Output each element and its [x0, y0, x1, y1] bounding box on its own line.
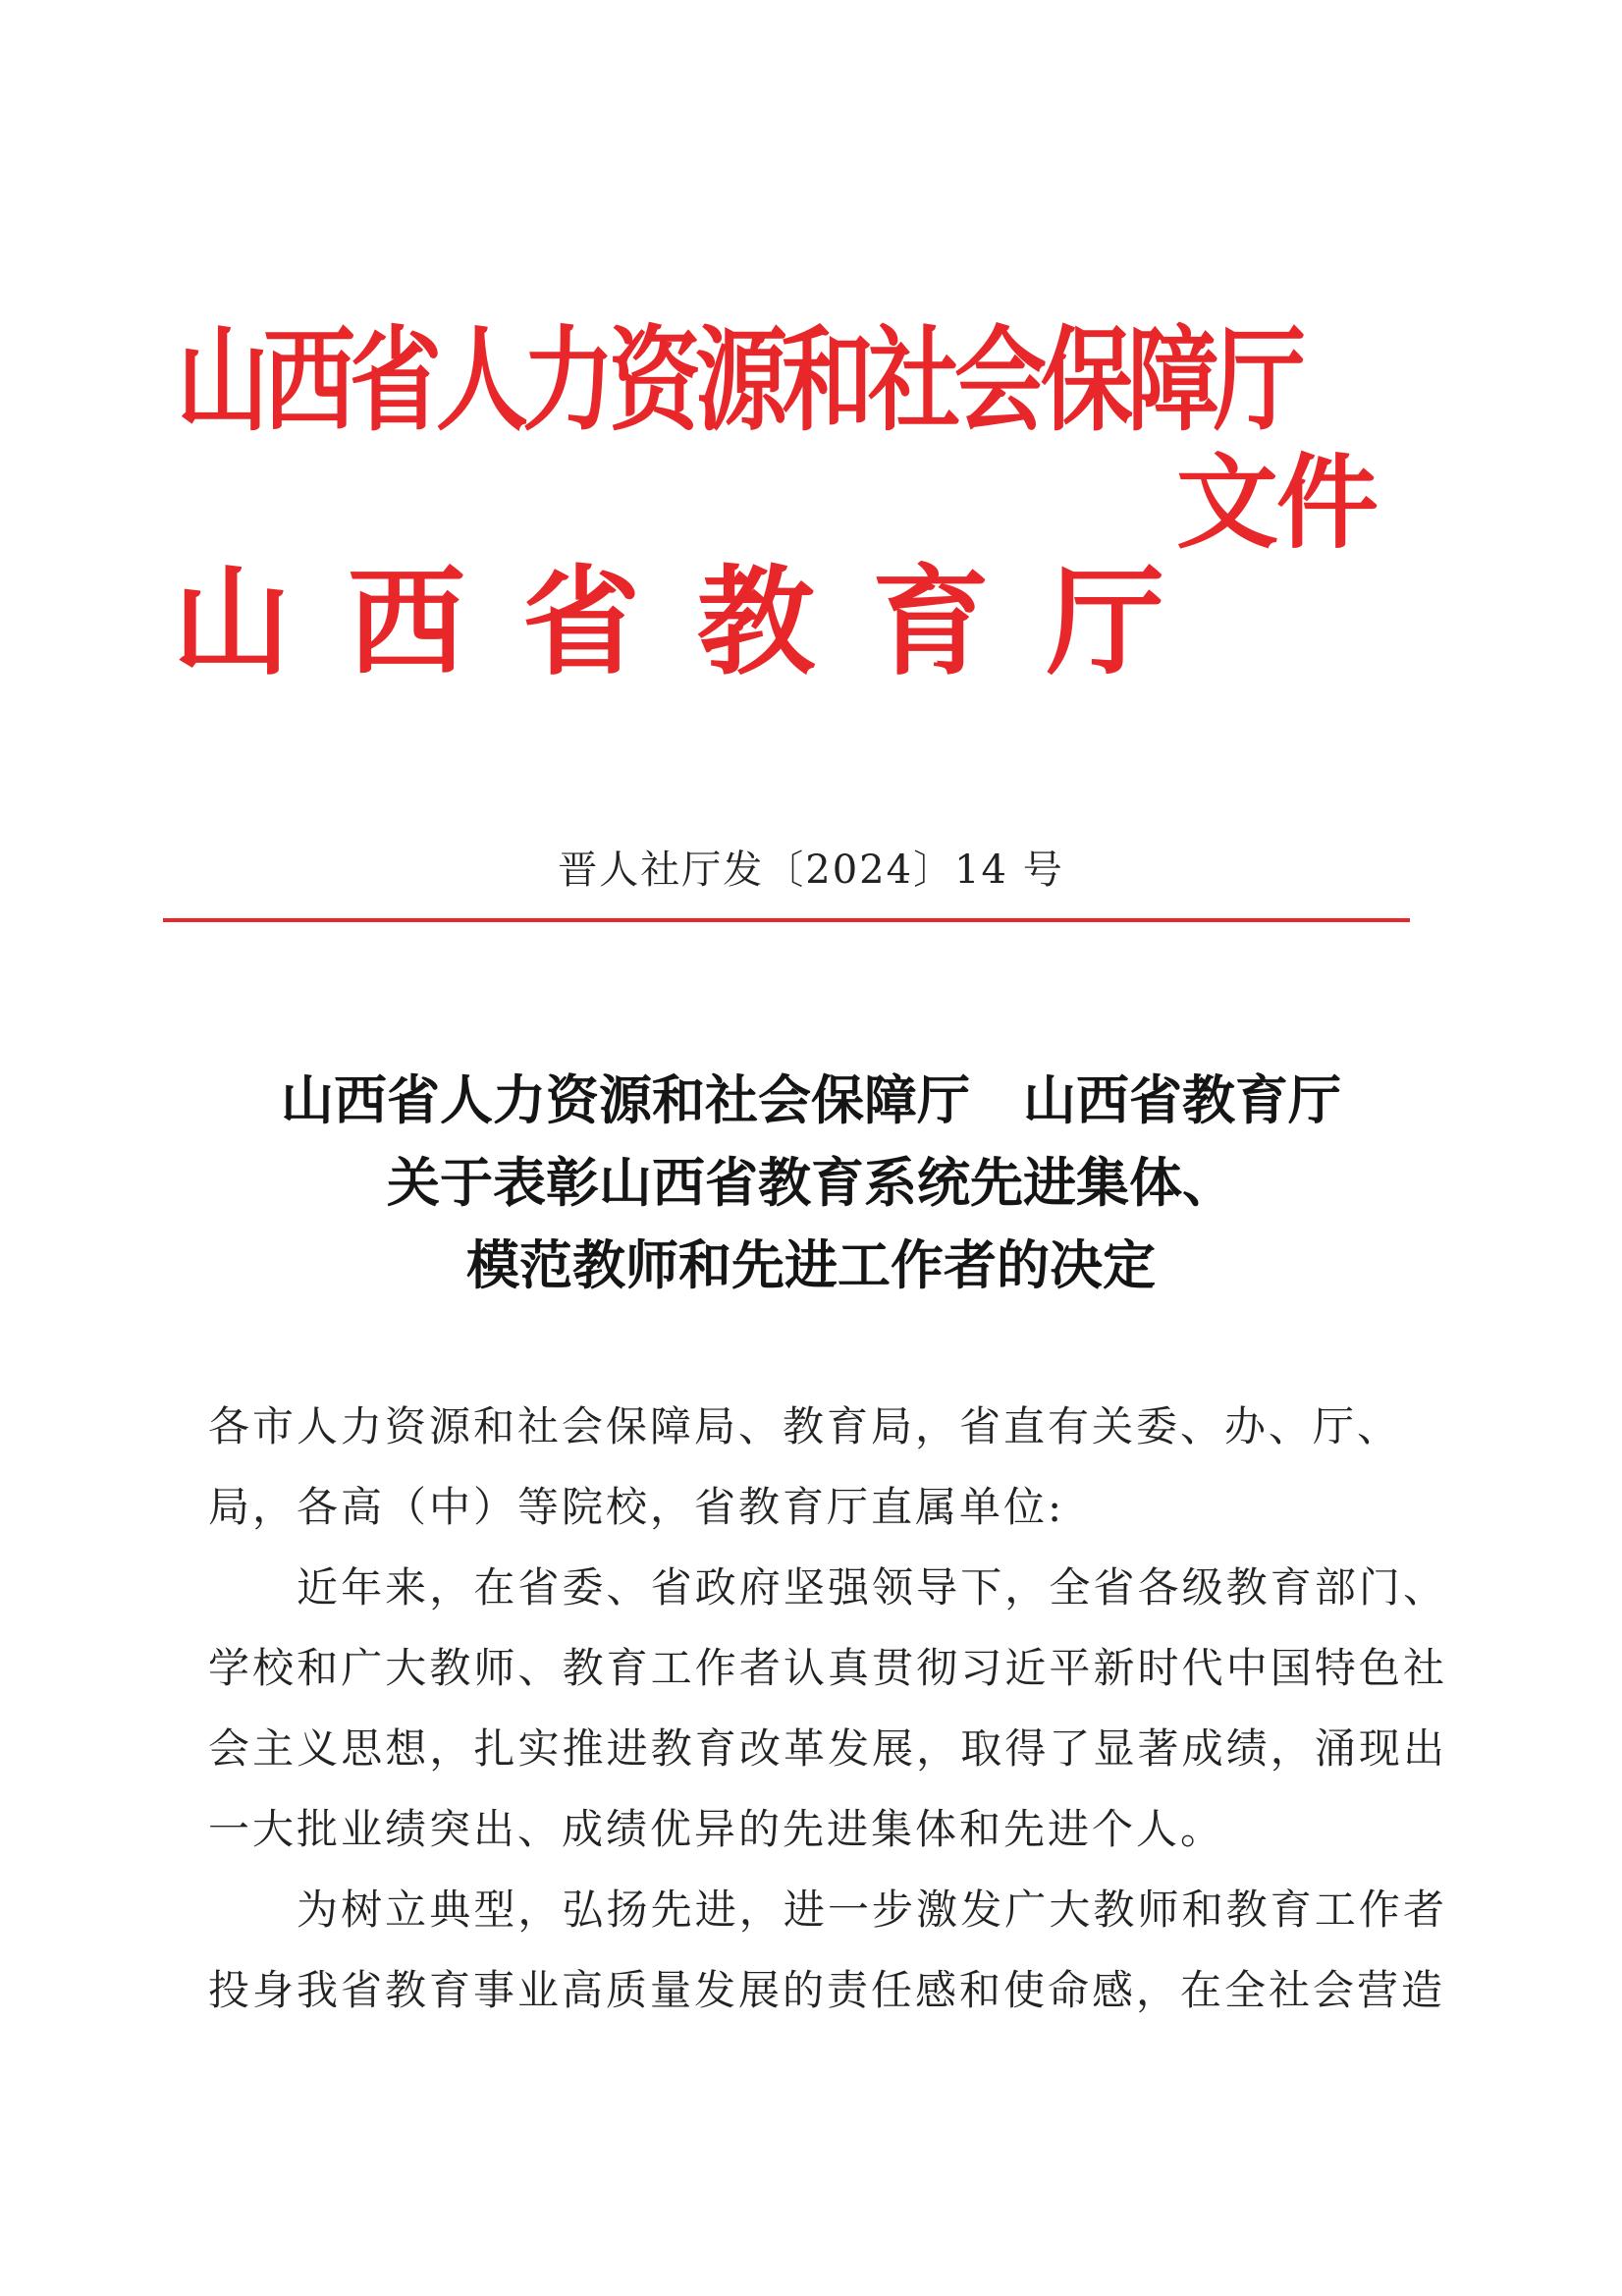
- title-line-2: 关于表彰山西省教育系统先进集体、: [387, 1151, 1235, 1214]
- title-line-3: 模范教师和先进工作者的决定: [466, 1233, 1156, 1296]
- title-line-1: 山西省人力资源和社会保障厅 山西省教育厅: [281, 1068, 1341, 1131]
- masthead-agency-hrss: 山西省人力资源和社会保障厅: [177, 316, 1301, 447]
- masthead-agency-education: 山西省教育厅: [173, 555, 1221, 691]
- body-paragraph-2: 为树立典型，弘扬先进，进一步激发广大教师和教育工作者投身我省教育事业高质量发展的责任感和使命感，在全社会营造: [208, 1886, 1447, 2014]
- masthead-document-word: 文件: [1176, 443, 1378, 563]
- document-number: 晋人社厅发〔2024〕14 号: [558, 847, 1064, 893]
- addressee: 各市人力资源和社会保障局、教育局，省直有关委、办、厅、局，各高（中）等院校，省教育厅直属单位:: [208, 1402, 1402, 1531]
- red-divider-rule: [163, 918, 1410, 922]
- document-title: [0, 1059, 1622, 1306]
- body-paragraph-1: 近年来，在省委、省政府坚强领导下，全省各级教育部门、学校和广大教师、教育工作者认真贯彻习近平新时代中国特色社会主义思想，扎实推进教育改革发展，取得了显著成绩，涌现出一大批业绩突出、成绩优异的先进集体和先进个人。: [208, 1563, 1447, 1853]
